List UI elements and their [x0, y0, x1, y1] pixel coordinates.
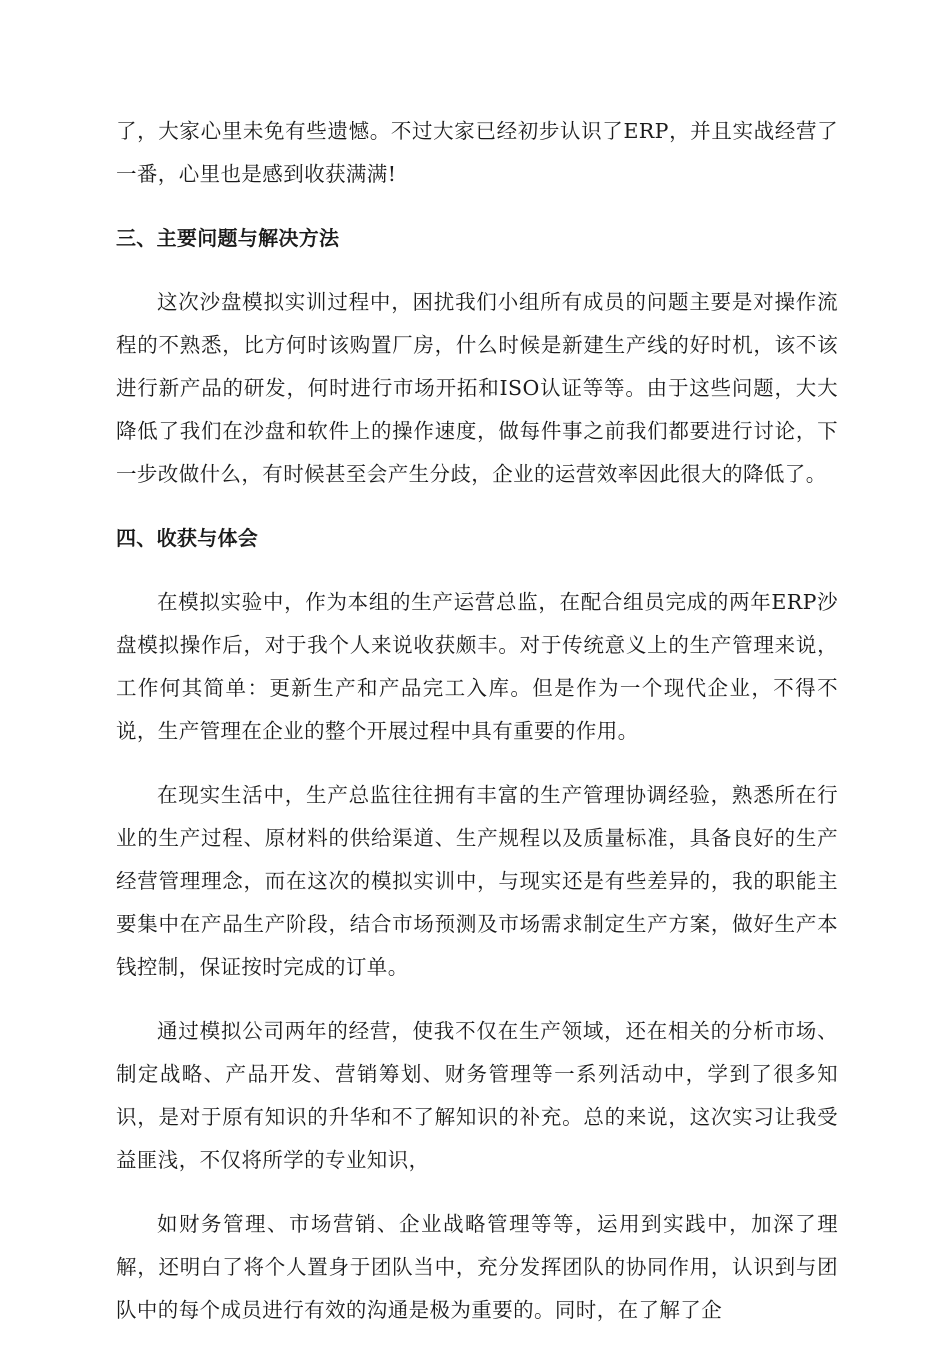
paragraph-continuation: 了，大家心里未免有些遗憾。不过大家已经初步认识了ERP，并且实战经营了一番，心里也是感到收获满满!: [116, 119, 838, 186]
section-heading-problems: 三、主要问题与解决方法: [116, 226, 340, 250]
paragraph-problems: 这次沙盘模拟实训过程中，困扰我们小组所有成员的问题主要是对操作流程的不熟悉，比方何时该购置厂房，什么时候是新建生产线的好时机，该不该进行新产品的研发，何时进行市场开拓和ISO认证等等。由于这些问题，大大降低了我们在沙盘和软件上的操作速度，做每件事之前我们都要进行讨论，下一步改做什么，有时候甚至会产生分歧，企业的运营效率因此很大的降低了。: [116, 290, 838, 486]
document-page: [116, 110, 838, 1353]
paragraph-gains-1: 在模拟实验中，作为本组的生产运营总监，在配合组员完成的两年ERP沙盘模拟操作后，对于我个人来说收获颇丰。对于传统意义上的生产管理来说，工作何其简单：更新生产和产品完工入库。但是作为一个现代企业，不得不说，生产管理在企业的整个开展过程中具有重要的作用。: [116, 590, 838, 743]
section-heading-gains: 四、收获与体会: [116, 526, 259, 550]
paragraph-gains-4: 如财务管理、市场营销、企业战略管理等等，运用到实践中，加深了理解，还明白了将个人置身于团队当中，充分发挥团队的协同作用，认识到与团队中的每个成员进行有效的沟通是极为重要的。同时，在了解了企: [116, 1212, 838, 1322]
paragraph-gains-2: 在现实生活中，生产总监往往拥有丰富的生产管理协调经验，熟悉所在行业的生产过程、原材料的供给渠道、生产规程以及质量标准，具备良好的生产经营管理理念，而在这次的模拟实训中，与现实还是有些差异的，我的职能主要集中在产品生产阶段，结合市场预测及市场需求制定生产方案，做好生产本钱控制，保证按时完成的订单。: [116, 783, 838, 979]
paragraph-gains-3: 通过模拟公司两年的经营，使我不仅在生产领域，还在相关的分析市场、制定战略、产品开发、营销筹划、财务管理等一系列活动中，学到了很多知识，是对于原有知识的升华和不了解知识的补充。总的来说，这次实习让我受益匪浅，不仅将所学的专业知识，: [116, 1019, 838, 1172]
